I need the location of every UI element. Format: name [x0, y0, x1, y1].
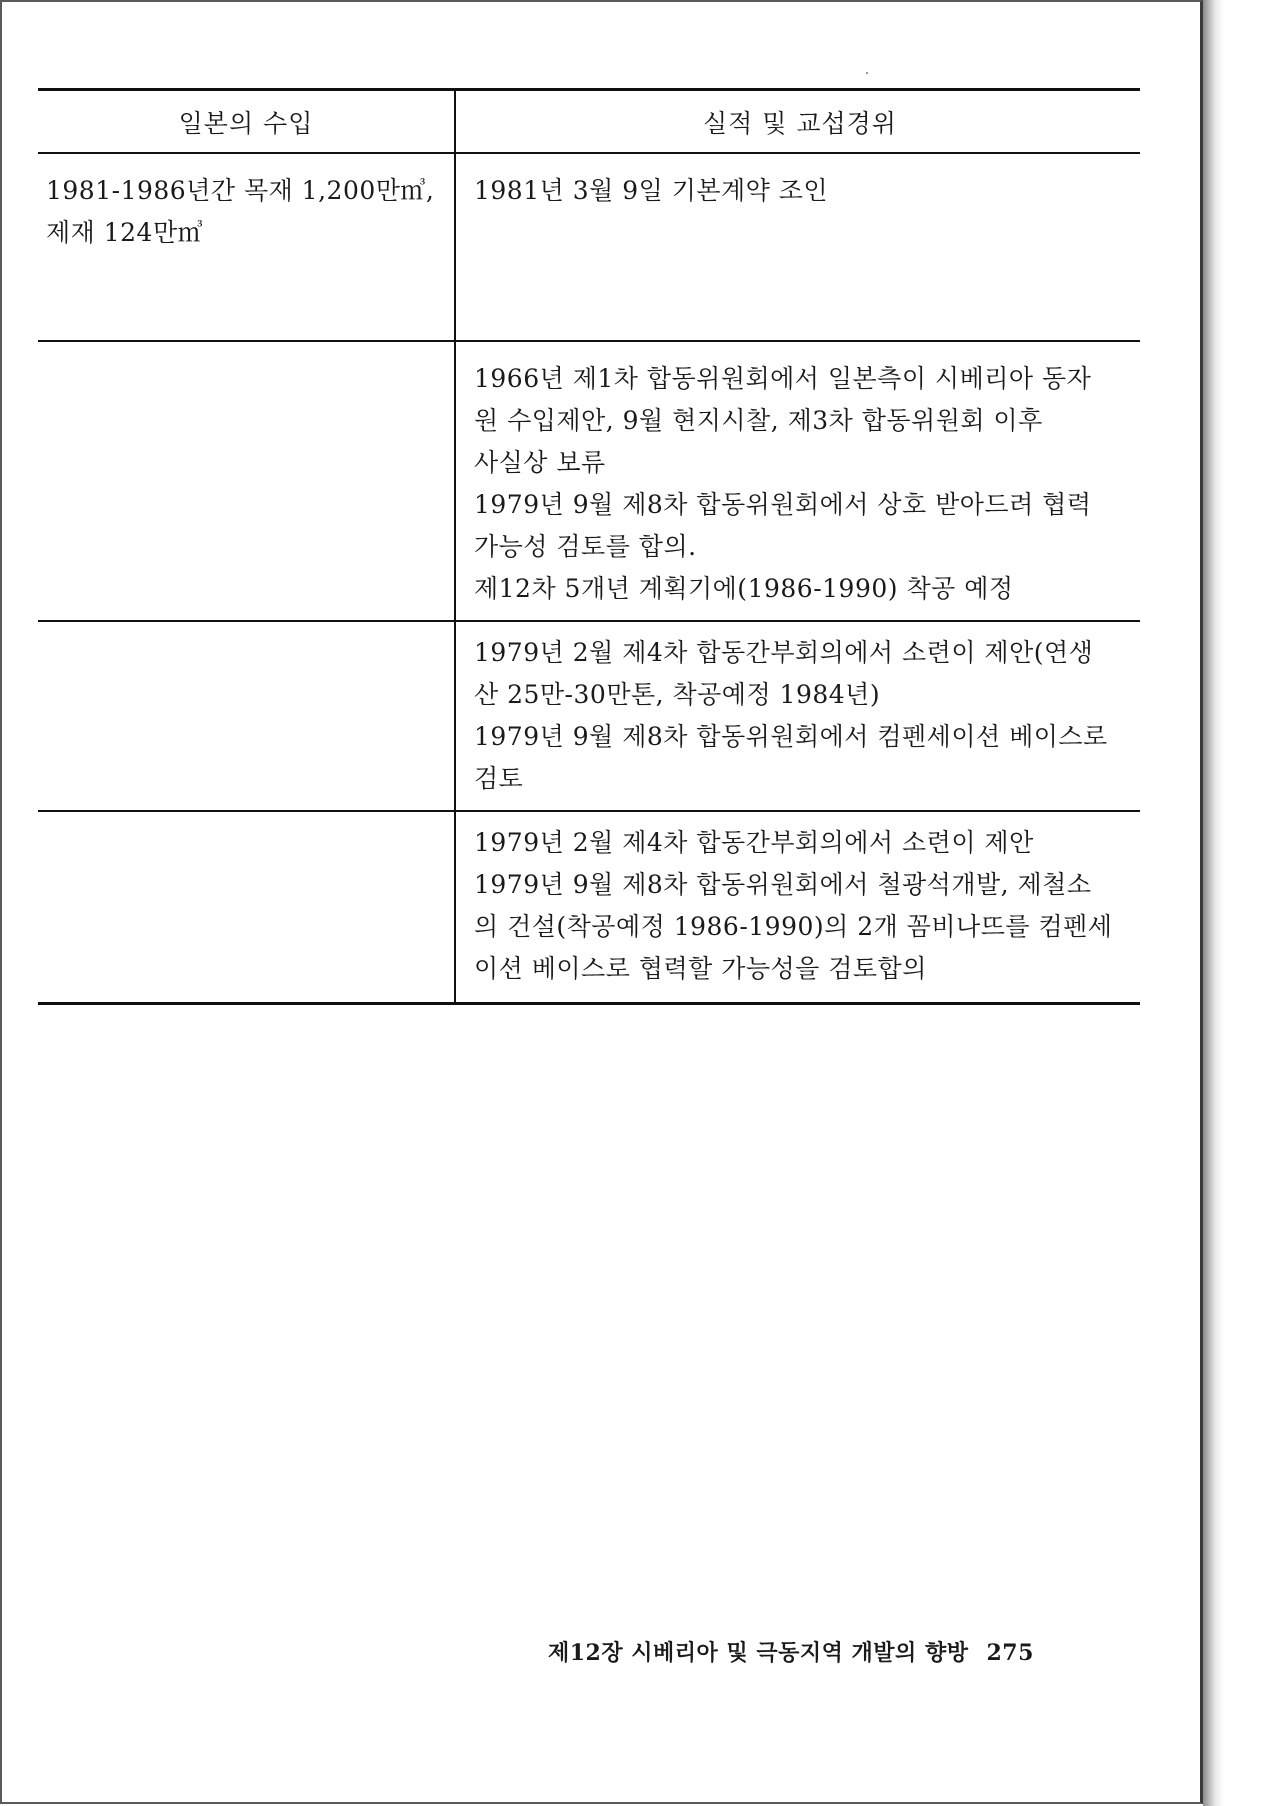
row-3-record-line: 1979년 9월 제8차 합동위원회에서 컴펜세이션 베이스로	[474, 722, 1108, 751]
page-edge-shadow	[1203, 0, 1223, 1806]
table-header-row	[38, 91, 1140, 152]
row-2-record-cell	[456, 342, 1140, 620]
row-1-import-line: 제재 124만㎥	[46, 218, 204, 247]
row-4-record-line: 1979년 2월 제4차 합동간부회의에서 소련이 제안	[474, 828, 1034, 857]
row-4-import-cell	[38, 812, 456, 1002]
table-row	[38, 342, 1140, 620]
row-3-record-line: 산 25만-30만톤, 착공예정 1984년)	[474, 680, 881, 709]
chapter-title: 제12장 시베리아 및 극동지역 개발의 향방	[548, 1640, 969, 1666]
row-4-record-line: 의 건설(착공예정 1986-1990)의 2개 꼼비나뜨를 컴펜세	[474, 912, 1113, 941]
row-4-record-line: 1979년 9월 제8차 합동위원회에서 철광석개발, 제철소	[474, 870, 1092, 899]
table-row	[38, 812, 1140, 1002]
scan-speck	[866, 72, 868, 74]
row-2-record-line: 원 수입제안, 9월 현지시찰, 제3차 합동위원회 이후	[474, 406, 1043, 435]
page-number: 275	[986, 1640, 1034, 1666]
row-3-import-cell	[38, 622, 456, 810]
row-3-record-line: 검토	[474, 764, 524, 793]
row-1-import-cell	[38, 154, 456, 340]
table-row	[38, 622, 1140, 810]
row-4-record-line: 이션 베이스로 협력할 가능성을 검토합의	[474, 954, 927, 983]
row-2-record-line: 1966년 제1차 합동위원회에서 일본측이 시베리아 동자	[474, 364, 1092, 393]
row-1-record-line: 1981년 3월 9일 기본계약 조인	[474, 176, 829, 205]
row-3-record-cell	[456, 622, 1140, 810]
row-2-record-line: 사실상 보류	[474, 448, 606, 477]
row-2-import-cell	[38, 342, 456, 620]
row-1-record-cell	[456, 154, 1140, 340]
table-bottom-rule	[38, 1002, 1140, 1005]
row-2-record-line: 제12차 5개년 계획기에(1986-1990) 착공 예정	[474, 574, 1014, 603]
row-3-record-line: 1979년 2월 제4차 합동간부회의에서 소련이 제안(연생	[474, 638, 1094, 667]
row-2-record-line: 1979년 9월 제8차 합동위원회에서 상호 받아드려 협력	[474, 490, 1092, 519]
row-4-record-cell	[456, 812, 1140, 1002]
page-footer	[548, 1636, 1034, 1667]
row-2-record-line: 가능성 검토를 합의.	[474, 532, 697, 561]
row-1-import-line: 1981-1986년간 목재 1,200만㎥,	[46, 176, 435, 205]
table-row	[38, 154, 1140, 340]
import-negotiation-table	[38, 88, 1140, 1005]
header-record-negotiation: 실적 및 교섭경위	[703, 108, 897, 138]
header-japan-import: 일본의 수입	[38, 91, 456, 152]
